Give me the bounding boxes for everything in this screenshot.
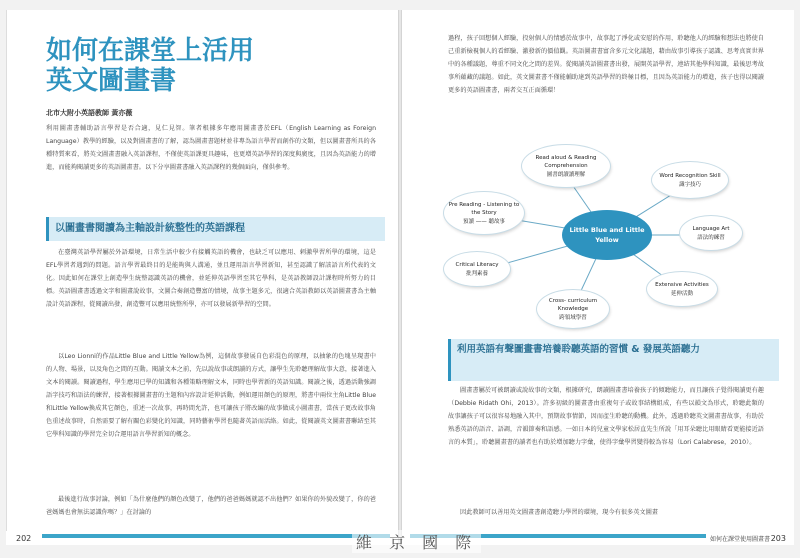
- right-page: [402, 10, 794, 545]
- title-line-1: 如何在課堂上活用: [46, 36, 255, 66]
- body-paragraph-2: 以Leo Lionni的作品Little Blue and Little Yellow為例，這個故事發展自色彩混色的原理，以抽象的色塊呈現書中的人物、場景，以及角色之間的互動。閱讀文本之前，先以說故事或朗讀的方式，讓學生先聆聽理解故事大意，接著進入文本的閱讀。閱讀過程，學生應用已學的知識和各種策略理解文本，同時也學習新的英語知識。閱讀之後，透過活動強調語字技巧和語法的練習，接著根據圖畫書的主題和內容設計延伸活動，例如運用顏色的原理，將書中兩位主角Little Blue和Little Yellow換成其它顏色，重述一次故事，再時間允許，也可讓孩子將改編的故事做成小圖畫書，當孩子更改故事角色重述故事時，自然需要了解有關色彩變化的知識，同時藝術學習也隨著英語而活絡。如此，從閱讀英文圖畫書聯結至其它學科知識的學習完全切合運用語言學習新知的概念。: [46, 353, 376, 438]
- node-critical-literacy: [444, 252, 510, 286]
- node-language-art: [680, 216, 742, 250]
- node-label-zh: 跨領域學習: [559, 314, 587, 321]
- node-word-recognition: [652, 162, 728, 198]
- continued-paragraph: 過程，孩子回想個人經驗，投射個人的情感於故事中，故事起了淨化或安慰的作用，聆聽他人的經驗和想法也將使自己重新檢視個人的看經驗、激發新的價值觀。英語圖畫書富含多元文化議題，藉由故事引導孩子認識、思考真實世界中的各種議題，尊重不同文化之間的差異。從閱讀英語圖畫書出發，展開英語學習，連結其他學科知識，最後思考故事所蘊藏的議題。如此，英文圖畫書不僅能輔助達到英語學習的終極目標，且因為英語能力的增進，孩子也得以閱讀更多的英語圖畫書，兩者交互正面循環！: [448, 35, 764, 94]
- node-label-zh: 批判素養: [465, 270, 488, 277]
- intro-paragraph: 利用圖畫書輔助語言學習是否合適，見仁見智。筆者根據多年應用圖畫書於EFL（English Learning as Foreign Language）教學的經驗，以及對圖畫書的了解，認為圖畫書題材並非專為語言學習而創作的文類，但以圖畫書所具的各種特質來看，將英文圖畫書融入英語課程，不僅使英語課更具趣味，也更增英語學習的深度與廣度，且因為英語能力的增進，而能夠閱讀更多的英語圖畫書。以下分享圖畫書融入英語課程的幾個面向，僅供參考。: [46, 125, 376, 171]
- node-label-en: Pre Reading - Listening to the Story: [448, 201, 520, 216]
- article-title: [46, 36, 346, 96]
- node-extensive-activities: [647, 272, 717, 306]
- body-paragraph-1: 在臺灣英語學習屬於外語環境，日常生活中較少有接觸英語的機會，也缺乏可以應用、刺激學習所學的環境，這是EFL學習者遇到的問題。語言學習最終目的是能夠與人溝通，並且運用語言學習新知，甚至認識了解該語言所代表的文化。因此如何在課堂上創造學生統整認識英語的機會，並延伸英語學習至其它學科，是英語教師設計課程時所努力的目標。英語圖畫書透過文字和圖畫說故事，文圖合奏創造豐富的情境，故事主題多元，很適合英語教師以英語圖畫書為主軸設計英語課程，從閱讀出發，創造豐可以應用統整所學，亦可以發展新學習的空間。: [46, 249, 376, 308]
- node-pre-reading: [444, 192, 524, 234]
- node-read-aloud: [522, 145, 610, 187]
- mind-map-diagram: [442, 140, 762, 330]
- section-heading-2: 利用英語有聲圖畫書培養聆聽英語的習慣 & 發展英語聽力: [448, 339, 779, 381]
- node-label-en: Language Art: [692, 225, 730, 232]
- node-label-zh: 圖書朗讀讀理解: [546, 171, 586, 178]
- body-paragraph-last: 因此教師可以善用英文圖畫書創造聽力學習的環境，現今有很多英文圖畫: [460, 509, 658, 516]
- footer-rule: [42, 534, 390, 538]
- node-label-zh: 識字技巧: [678, 181, 701, 188]
- node-label-en: Read aloud & Reading Comprehension: [535, 154, 597, 169]
- page-number: 203: [770, 534, 786, 543]
- node-label-zh: 語法的練習: [697, 234, 725, 241]
- section-heading-1: 以圖畫書閱讀為主軸設計統整性的英語課程: [46, 217, 385, 241]
- node-label-en: Cross- curriculum Knowledge: [548, 297, 598, 312]
- node-label-en: Extensive Activities: [655, 281, 709, 288]
- mind-map-center: Little Blue and Little Yellow: [562, 210, 652, 260]
- page-number: 202: [16, 534, 32, 543]
- node-label-en: Critical Literacy: [455, 261, 499, 268]
- left-page: [6, 10, 398, 545]
- node-label-en: Word Recognition Skill: [659, 172, 721, 179]
- author-byline: 北市大附小英語教師 黃亦薇: [46, 109, 133, 117]
- title-line-2: 英文圖畫書: [46, 66, 177, 96]
- node-label-zh: 預讀 —— 聽故事: [463, 218, 505, 225]
- node-label-zh: 延伸活動: [670, 290, 693, 297]
- body-paragraph-3: 最後進行故事討論，例如「為什麼他們的顏色改變了，他們的爸爸媽媽就認不出他們？如果你的外貌改變了，你的爸爸媽媽也會無法認識你嗎？」在討論的: [46, 496, 376, 516]
- body-paragraph-bottom: 圖畫書屬於可被朗讀或說故事的文類，根據研究，朗讀圖畫書培養孩子的傾聽能力，而且讓孩子覺得閱讀更有趣（Debbie Ridath Ohi，2013）。許多初級的圖畫書由重複句子或故事結構組成，有些以韻文為形式，聆聽此類的故事讓孩子可以很容易地融入其中，預期故事情節，因而產生聆聽的動機。此外，透過聆聽英文圖畫書故事，有助於熟悉英語的語音、語調，音韻節奏和語感。一如日本的兒童文學家松居直先生所說「用耳朵聽比用眼睛看更能接近語言的本質」，聆聽圖畫書的讀者也有助於增加聽力字彙，使得字彙學習變得較為容易（Lori Calabrese，2010）。: [448, 387, 764, 446]
- node-cross-curriculum: [537, 290, 609, 328]
- publisher-watermark: 維 京 國 際: [352, 530, 481, 553]
- footer: [6, 531, 398, 545]
- running-head: 如何在課堂使用圖畫書: [709, 536, 770, 543]
